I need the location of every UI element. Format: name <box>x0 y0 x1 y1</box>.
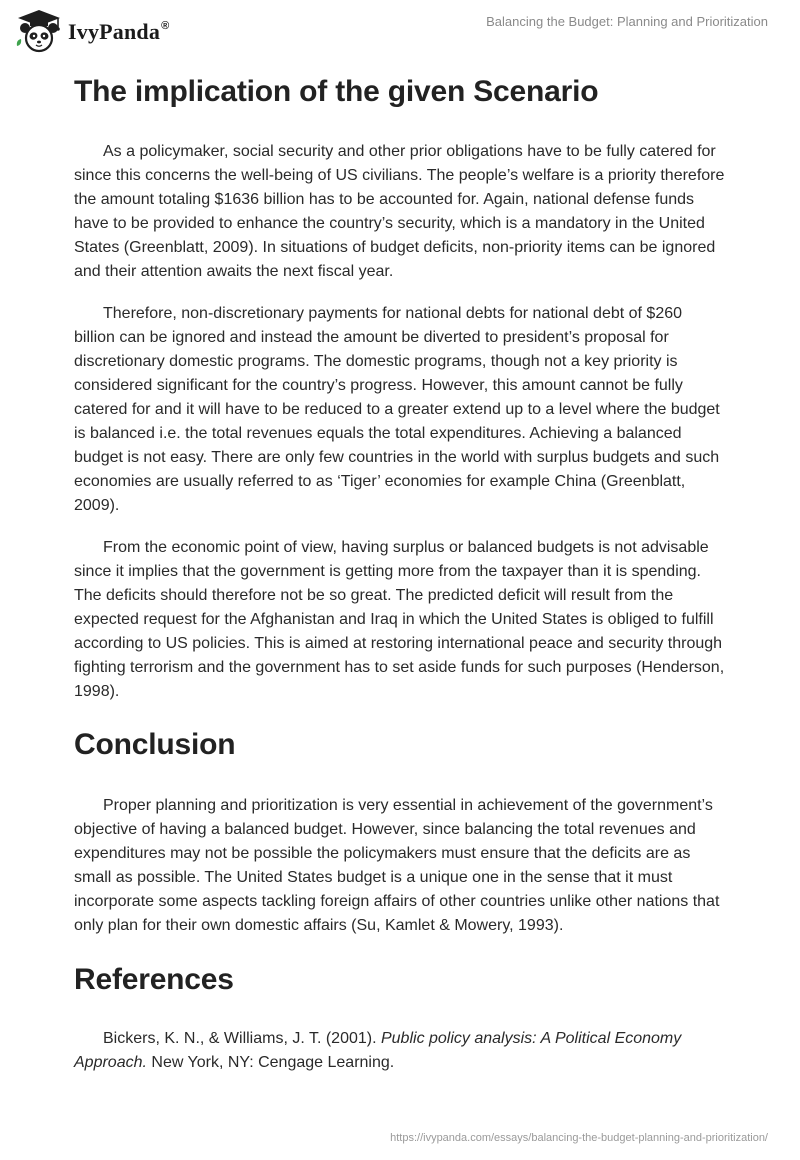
section-heading-conclusion: Conclusion <box>74 728 236 761</box>
logo-text: IvyPanda <box>68 19 161 44</box>
paragraph: Proper planning and prioritization is very essential in achievement of the government’s objective of having a balanced budget. However, since balancing the total revenues and expenditures may not be possible the policymakers must ensure that the deficits are as small as possible. The United States budget is a unique one in the sense that it must incorporate some aspects tackling foreign affairs of other countries unlike other nations that only plan for their own domestic affairs (Su, Kamlet & Mowery, 1993). <box>74 797 720 934</box>
reference-authors: Bickers, K. N., & Williams, J. T. (2001). <box>103 1030 381 1047</box>
paragraph: Therefore, non-discretionary payments for national debts for national debt of $260 billion can be ignored and instead the amount be diverted to president’s proposal for discretionary domestic programs. The domestic programs, though not a key priority is considered significant for the country’s progress. However, this amount cannot be fully catered for and it will have to be reduced to a greater extend up to a level where the budget is balanced i.e. the total revenues equals the total expenditures. Achieving a balanced budget is not easy. There are only few countries in the world with surplus budgets and such economies are usually referred to as ‘Tiger’ economies for example China (Greenblatt, 2009). <box>74 305 720 514</box>
section-heading-references: References <box>74 963 234 996</box>
reference-title: Public policy analysis: A Political Economy Approach. <box>74 1030 682 1071</box>
section-heading-implication: The implication of the given Scenario <box>74 75 599 108</box>
page-header <box>0 0 800 60</box>
paragraph: As a policymaker, social security and other prior obligations have to be fully catered for since this concerns the well-being of US civilians. The people’s welfare is a priority therefore the amount totaling $1636 billion has to be accounted for. Again, national defense funds have to be provided to enhance the country’s security, which is a mandatory in the United States (Greenblatt, 2009). In situations of budget deficits, non-priority items can be ignored and their attention awaits the next fiscal year. <box>74 143 725 280</box>
essay-content <box>74 72 726 1075</box>
reference-publisher: New York, NY: Cengage Learning. <box>146 1054 395 1071</box>
registered-mark: ® <box>161 20 170 32</box>
source-url[interactable]: https://ivypanda.com/essays/balancing-the-budget-planning-and-prioritization/ <box>390 1132 768 1144</box>
panda-graduate-icon <box>14 8 64 54</box>
logo-wordmark <box>68 19 169 45</box>
paragraph: From the economic point of view, having surplus or balanced budgets is not advisable since it implies that the government is getting more from the taxpayer than it is spending. The deficits should therefore not be so great. The predicted deficit will result from the expected request for the Afghanistan and Iraq in which the United States is obliged to fulfill according to US policies. This is aimed at restoring international peace and security through fighting terrorism and the government has to set aside funds for such purposes (Henderson, 1998). <box>74 539 725 700</box>
document-title: Balancing the Budget: Planning and Prioritization <box>486 14 768 29</box>
ivypanda-logo[interactable] <box>14 8 169 54</box>
reference-entry <box>74 1027 726 1075</box>
